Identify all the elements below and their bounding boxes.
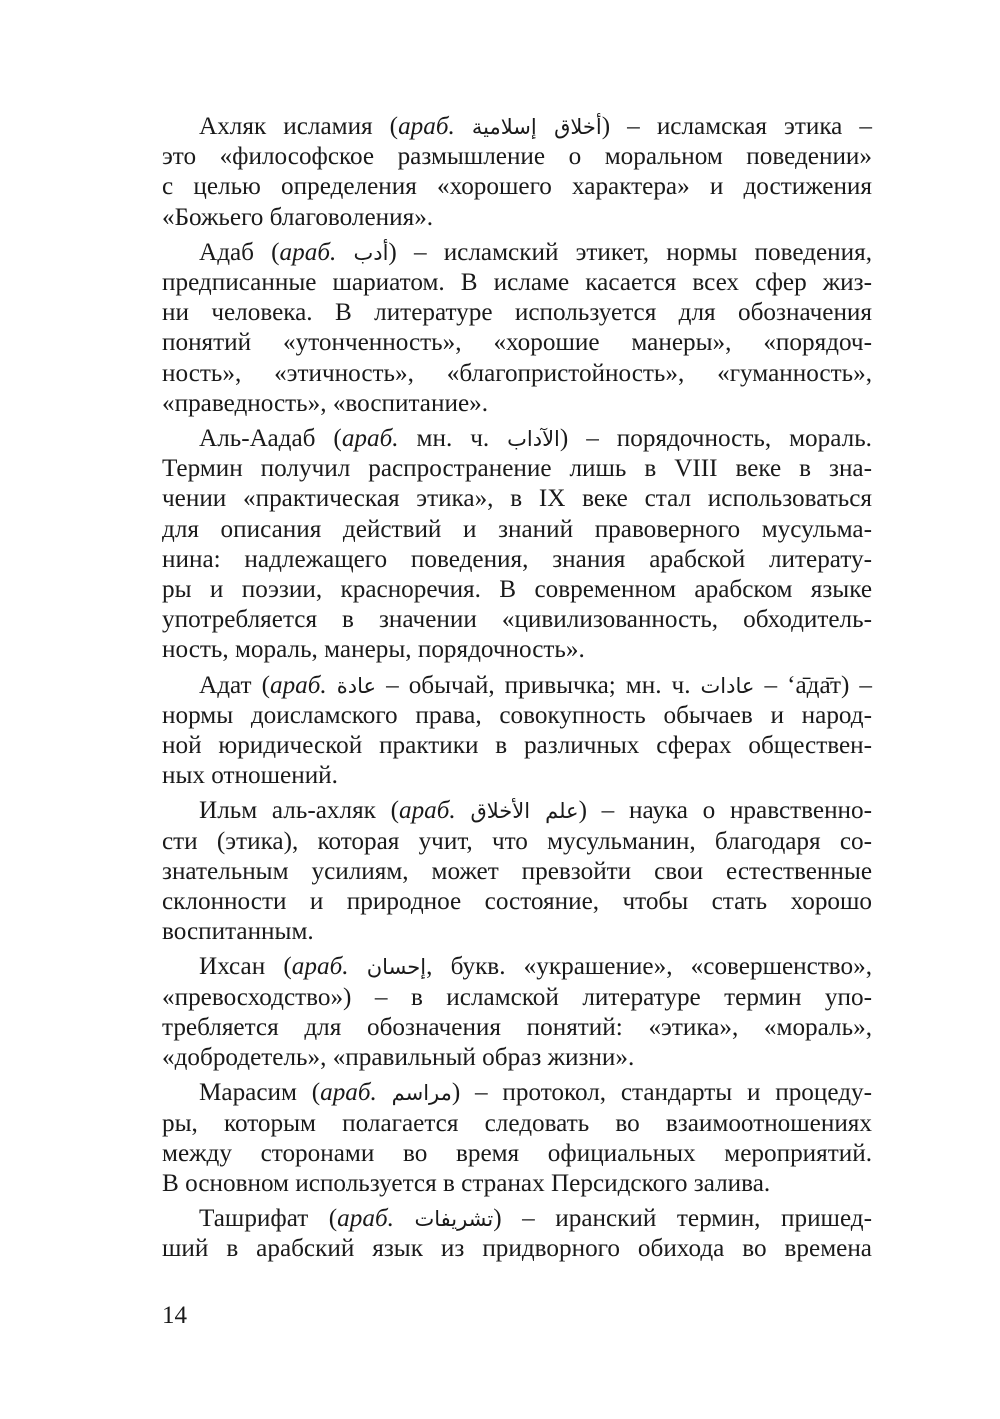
text-line: [162, 761, 872, 791]
glossary-entry: [162, 424, 872, 666]
text-run: требляется для обозначения понятий: «этика», «мораль»,: [162, 1013, 872, 1041]
text-run: нормы доисламского права, совокупность обычаев и народ-: [162, 701, 872, 729]
arabic-term: إحسان: [366, 955, 427, 980]
glossary-entry: [162, 238, 872, 419]
text-run: ) – протокол, стандарты и процеду-: [451, 1079, 873, 1107]
text-line: [162, 515, 872, 545]
text-line: [162, 1078, 872, 1108]
glossary-text: [162, 112, 872, 1270]
text-run: ных отношений.: [162, 762, 338, 790]
text-run: Марасим (: [199, 1079, 321, 1107]
text-run: «праведность», «воспитание».: [162, 389, 489, 417]
text-run: ры и поэзии, красноречия. В современном арабском языке: [162, 576, 872, 604]
page-number: 14: [162, 1302, 187, 1329]
text-line: [162, 172, 872, 202]
text-run: воспитанным.: [162, 918, 314, 946]
text-line: [162, 545, 872, 575]
text-run: , букв. «украшение», «совершенство»,: [426, 953, 873, 981]
text-run: чении «практическая этика», в IX веке стал использоваться: [162, 485, 872, 513]
text-run: ной юридической практики в различных сферах обществен-: [162, 732, 872, 760]
text-run: ность», «этичность», «благопристойность», «гуманность»,: [162, 359, 872, 387]
glossary-entry: [162, 952, 872, 1073]
text-line: [162, 731, 872, 761]
text-run: Ихсан (: [199, 953, 292, 981]
text-run: [455, 113, 472, 140]
text-run: ры, которым полагается следовать во взаимоотношениях: [162, 1109, 872, 1137]
text-run: ший в арабский язык из придворного обихода во времена: [162, 1235, 872, 1263]
text-line: [162, 328, 872, 358]
arabic-term: علم الأخلاق: [470, 799, 579, 824]
text-line: [162, 575, 872, 605]
text-run: между сторонами во время официальных мероприятий.: [162, 1139, 872, 1167]
text-line: [162, 605, 872, 635]
text-line: [162, 983, 872, 1013]
text-run: ) – наука о нравственно-: [578, 797, 873, 825]
text-line: [162, 952, 872, 982]
language-abbreviation: араб.: [398, 797, 456, 825]
text-run: [349, 953, 367, 980]
text-line: [162, 424, 872, 454]
text-line: [162, 1204, 872, 1234]
text-run: Адат (: [199, 671, 270, 699]
text-line: [162, 203, 872, 233]
text-run: В основном используется в странах Персидского залива.: [162, 1169, 771, 1197]
text-run: – ‘а̄да̄т) –: [754, 671, 873, 699]
glossary-entry: [162, 1078, 872, 1199]
text-line: [162, 1169, 872, 1199]
text-run: ) – иранский термин, пришед-: [493, 1205, 872, 1233]
glossary-entry: [162, 112, 872, 233]
arabic-term: عادات: [700, 673, 755, 698]
text-run: [377, 1079, 392, 1106]
text-run: [327, 672, 337, 699]
text-run: Ильм аль-ахляк (: [199, 797, 399, 825]
language-abbreviation: араб.: [291, 953, 349, 981]
text-line: [162, 917, 872, 947]
text-line: [162, 887, 872, 917]
text-run: ) – исламский этикет, нормы поведения,: [388, 238, 873, 266]
language-abbreviation: араб.: [341, 425, 399, 453]
text-run: «превосходство») – в исламской литературе термин упо-: [162, 983, 872, 1011]
text-run: – обычай, привычка; мн. ч.: [376, 671, 701, 699]
text-run: нина: надлежащего поведения, знания арабской литерату-: [162, 545, 872, 573]
text-line: [162, 701, 872, 731]
text-line: [162, 359, 872, 389]
text-line: [162, 796, 872, 826]
text-line: [162, 268, 872, 298]
arabic-term: الآداب: [507, 427, 560, 452]
language-abbreviation: араб.: [279, 238, 337, 266]
text-run: предписанные шариатом. В исламе касается всех сфер жиз-: [162, 269, 872, 297]
arabic-term: أخلاق إسلامية: [471, 115, 602, 139]
text-run: Термин получил распространение лишь в VIII веке в зна-: [162, 455, 872, 483]
language-abbreviation: араб.: [320, 1079, 377, 1107]
text-run: Ахляк исламия (: [199, 113, 399, 140]
text-line: [162, 857, 872, 887]
text-run: понятий «утонченность», «хорошие манеры», «порядоч-: [162, 329, 872, 357]
text-run: [336, 239, 353, 266]
text-line: [162, 484, 872, 514]
text-line: [162, 454, 872, 484]
text-line: [162, 389, 872, 419]
text-run: ) – исламская этика –: [601, 113, 872, 140]
text-run: знательным усилиям, может превзойти свои естественные: [162, 857, 872, 885]
text-line: [162, 1043, 872, 1073]
text-line: [162, 1234, 872, 1264]
glossary-entry: [162, 796, 872, 947]
text-run: [394, 1205, 415, 1232]
text-line: [162, 1013, 872, 1043]
glossary-entry: [162, 1204, 872, 1264]
glossary-entry: [162, 671, 872, 792]
text-run: [456, 797, 471, 824]
language-abbreviation: араб.: [269, 671, 327, 699]
text-run: с целью определения «хорошего характера» и достижения: [162, 173, 872, 201]
text-run: сти (этика), которая учит, что мусульманин, благодаря со-: [162, 827, 872, 855]
text-run: это «философское размышление о моральном поведении»: [162, 143, 872, 171]
text-line: [162, 142, 872, 172]
text-run: мн. ч.: [398, 425, 508, 453]
text-line: [162, 1139, 872, 1169]
arabic-term: عادة: [336, 673, 377, 698]
text-line: [162, 112, 872, 142]
text-run: употребляется в значении «цивилизованность, обходитель-: [162, 606, 872, 634]
arabic-term: أدب: [353, 240, 389, 265]
text-run: Ташрифат (: [199, 1205, 338, 1233]
text-run: Адаб (: [199, 238, 280, 266]
text-run: ность, мораль, манеры, порядочность».: [162, 636, 585, 664]
language-abbreviation: араб.: [337, 1205, 394, 1233]
text-line: [162, 671, 872, 701]
text-line: [162, 827, 872, 857]
text-run: ) – порядочность, мораль.: [559, 425, 872, 453]
text-line: [162, 298, 872, 328]
language-abbreviation: араб.: [398, 113, 455, 140]
text-line: [162, 1109, 872, 1139]
text-run: Аль-Аадаб (: [199, 425, 342, 453]
arabic-term: مراسم: [391, 1081, 452, 1106]
text-run: «Божьего благоволения».: [162, 203, 434, 231]
text-line: [162, 238, 872, 268]
text-run: ни человека. В литературе используется для обозначения: [162, 299, 872, 327]
text-run: склонности и природное состояние, чтобы стать хорошо: [162, 888, 872, 916]
text-run: «добродетель», «правильный образ жизни».: [162, 1044, 635, 1072]
text-line: [162, 635, 872, 665]
arabic-term: تشريفات: [414, 1207, 494, 1232]
text-run: для описания действий и знаний правоверного мусульма-: [162, 515, 872, 543]
